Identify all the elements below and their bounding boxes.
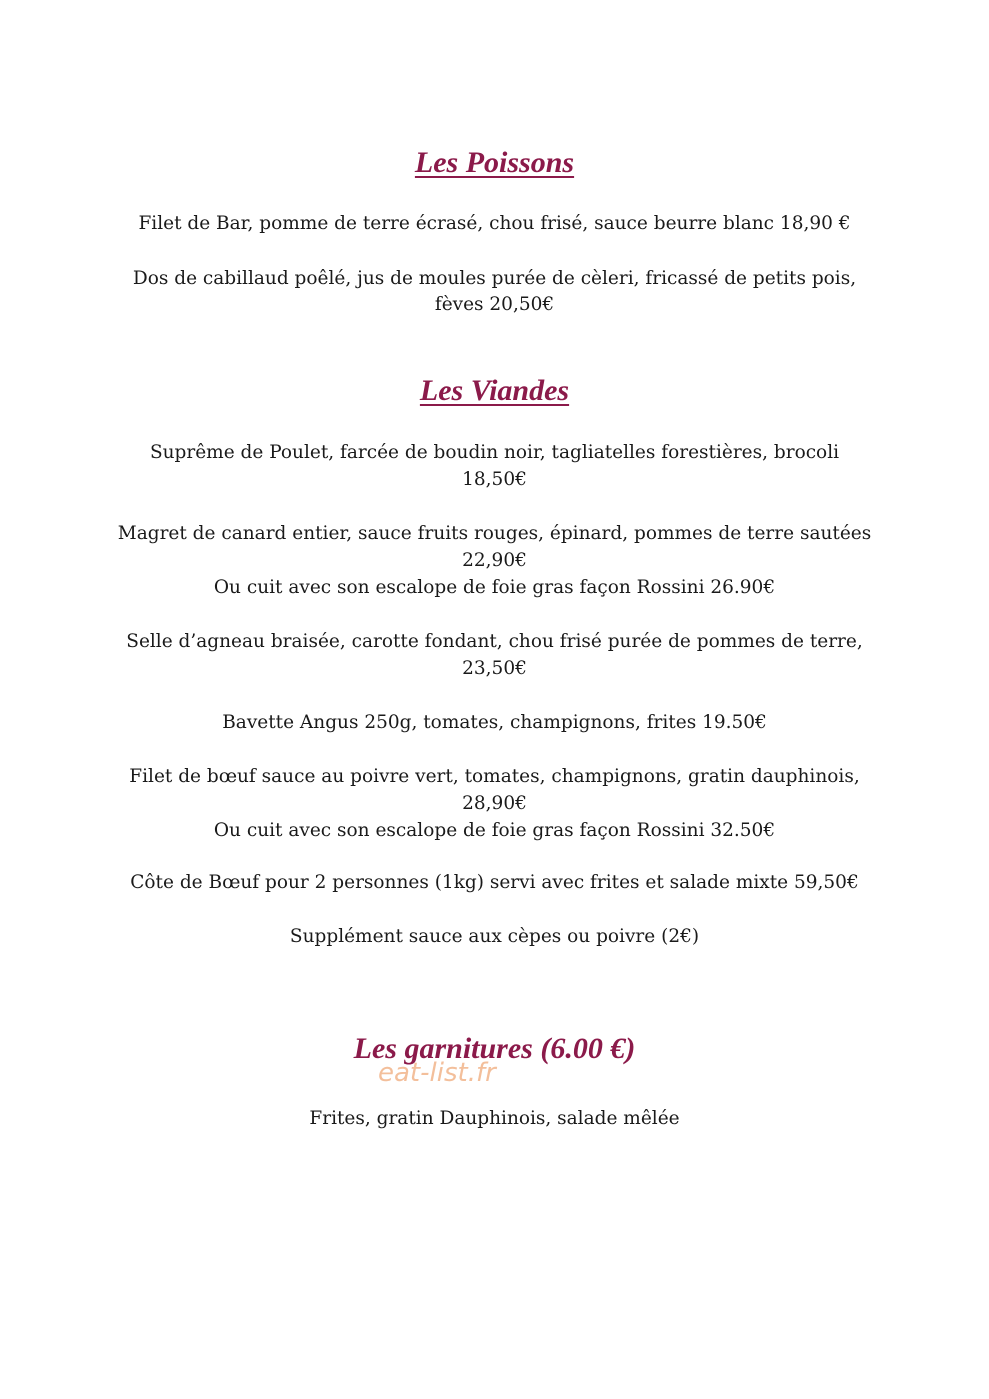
menu-item-filet-de-bar: Filet de Bar, pomme de terre écrasé, chou frisé, sauce beurre blanc 18,90 € <box>138 213 851 234</box>
menu-item-magret-rossini: Ou cuit avec son escalope de foie gras façon Rossini 26.90€ <box>213 577 776 598</box>
menu-item-supreme-poulet: Suprême de Poulet, farcée de boudin noir, tagliatelles forestières, brocoli <box>149 442 840 463</box>
menu-item-supreme-poulet-price: 18,50€ <box>462 469 527 490</box>
menu-item-garnitures: Frites, gratin Dauphinois, salade mêlée <box>309 1108 680 1129</box>
menu-item-cabillaud-price: fèves 20,50€ <box>434 294 555 315</box>
menu-item-cote-boeuf: Côte de Bœuf pour 2 personnes (1kg) servi avec frites et salade mixte 59,50€ <box>130 872 859 893</box>
menu-item-filet-boeuf-price: 28,90€ <box>462 793 527 814</box>
menu-item-magret-price: 22,90€ <box>462 550 527 571</box>
section-title-garnitures: Les garnitures (6.00 €) <box>353 1032 636 1065</box>
menu-item-selle-agneau: Selle d’agneau braisée, carotte fondant, chou frisé purée de pommes de terre, <box>126 631 863 652</box>
menu-item-filet-boeuf: Filet de bœuf sauce au poivre vert, tomates, champignons, gratin dauphinois, <box>129 766 860 787</box>
section-title-poissons: Les Poissons <box>414 146 575 179</box>
menu-item-filet-boeuf-rossini: Ou cuit avec son escalope de foie gras façon Rossini 32.50€ <box>213 820 776 841</box>
menu-item-supplement-sauce: Supplément sauce aux cèpes ou poivre (2€) <box>289 926 700 947</box>
menu-item-selle-agneau-price: 23,50€ <box>462 658 527 679</box>
menu-item-bavette: Bavette Angus 250g, tomates, champignons, frites 19.50€ <box>222 712 767 733</box>
watermark-eat-list: eat-list.fr <box>378 1058 496 1088</box>
menu-item-magret: Magret de canard entier, sauce fruits rouges, épinard, pommes de terre sautées <box>117 523 872 544</box>
section-title-viandes: Les Viandes <box>419 374 570 407</box>
menu-item-cabillaud: Dos de cabillaud poêlé, jus de moules purée de cèleri, fricassé de petits pois, <box>132 268 857 289</box>
